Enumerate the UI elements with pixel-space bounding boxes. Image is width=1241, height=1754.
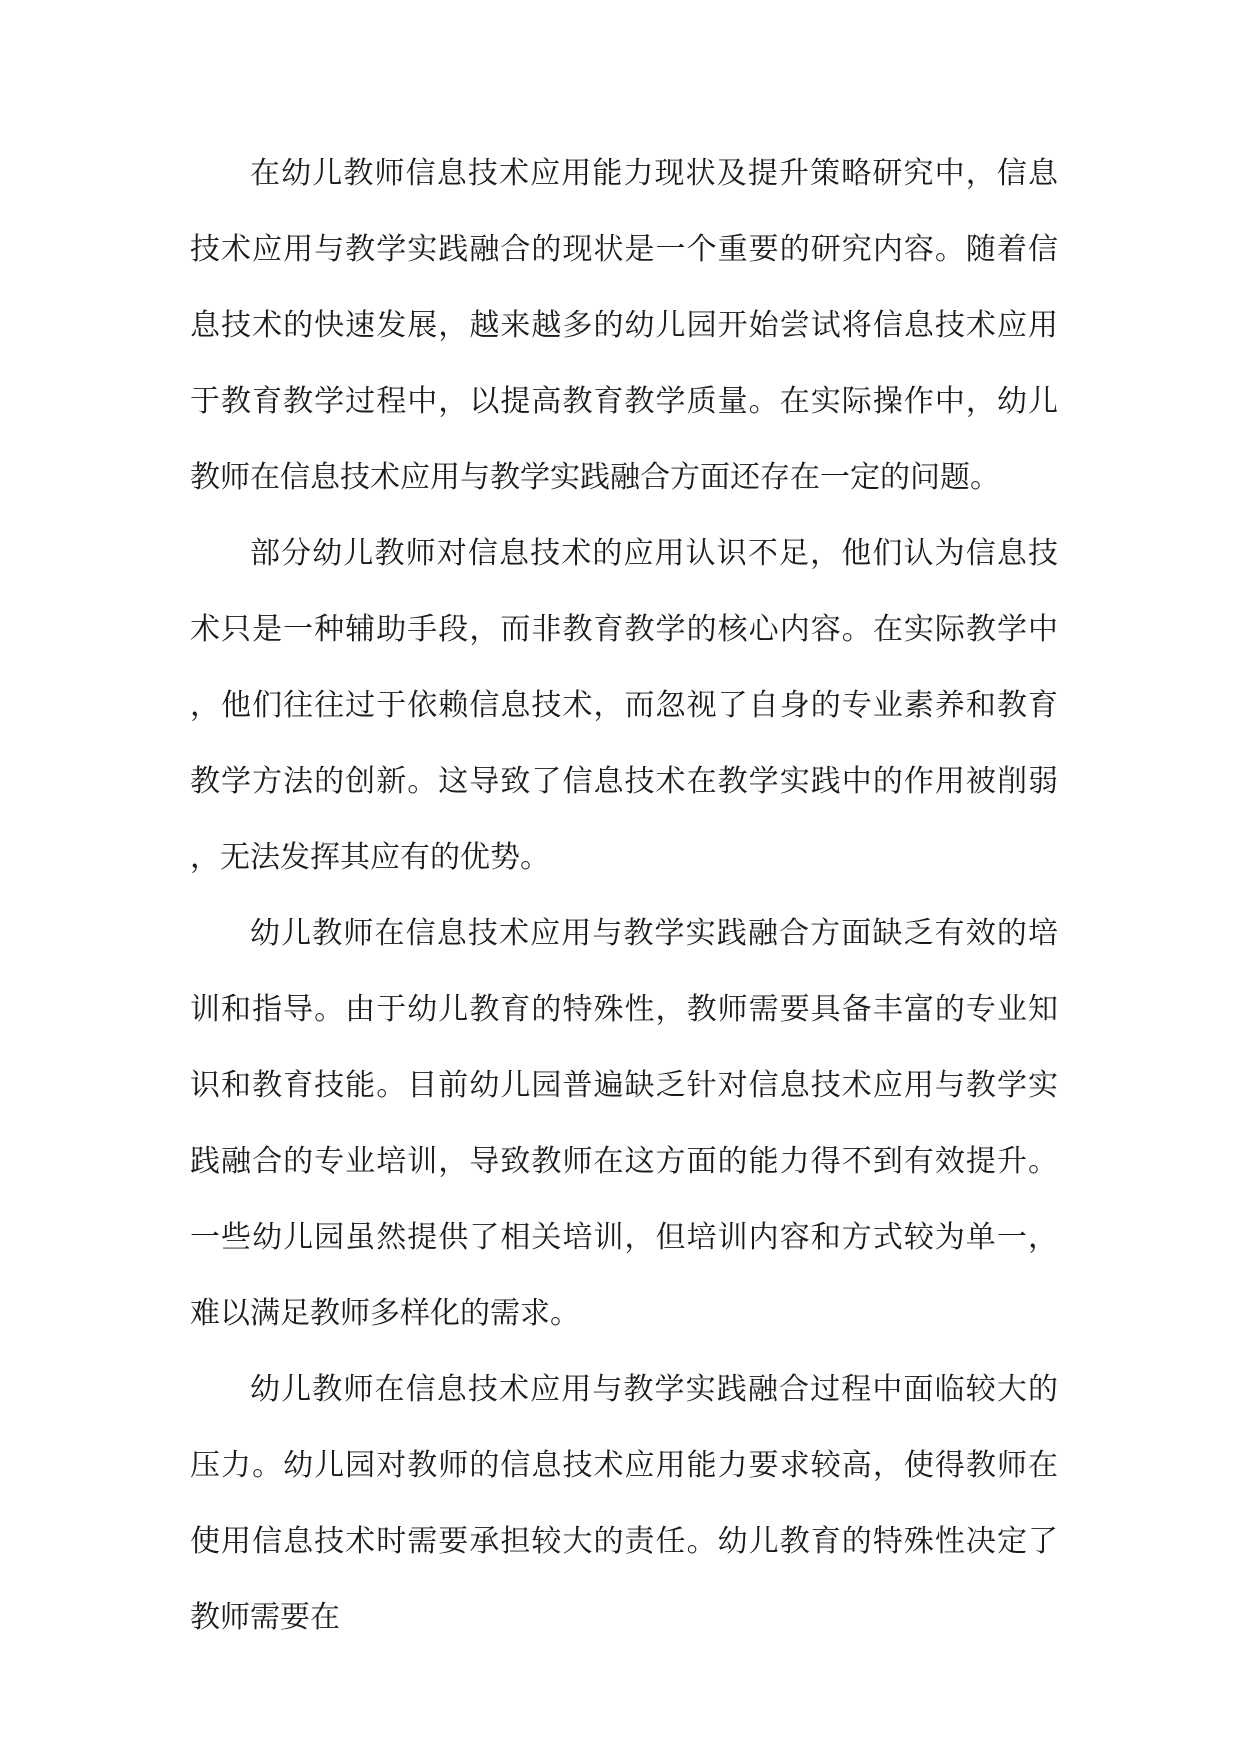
paragraph-1: 在幼儿教师信息技术应用能力现状及提升策略研究中，信息技术应用与教学实践融合的现状是一个重要的研究内容。随着信息技术的快速发展，越来越多的幼儿园开始尝试将信息技术应用于教育教学过程中，以提高教育教学质量。在实际操作中，幼儿教师在信息技术应用与教学实践融合方面还存在一定的问题。 (190, 156, 1058, 495)
paragraph-2: 部分幼儿教师对信息技术的应用认识不足，他们认为信息技术只是一种辅助手段，而非教育教学的核心内容。在实际教学中，他们往往过于依赖信息技术，而忽视了自身的专业素养和教育教学方法的创新。这导致了信息技术在教学实践中的作用被削弱，无法发挥其应有的优势。 (190, 536, 1058, 875)
paragraph-4: 幼儿教师在信息技术应用与教学实践融合过程中面临较大的压力。幼儿园对教师的信息技术应用能力要求较高，使得教师在使用信息技术时需要承担较大的责任。幼儿教育的特殊性决定了教师需要在 (190, 1372, 1058, 1635)
paragraph-3: 幼儿教师在信息技术应用与教学实践融合方面缺乏有效的培训和指导。由于幼儿教育的特殊性，教师需要具备丰富的专业知识和教育技能。目前幼儿园普遍缺乏针对信息技术应用与教学实践融合的专业培训，导致教师在这方面的能力得不到有效提升。一些幼儿园虽然提供了相关培训，但培训内容和方式较为单一，难以满足教师多样化的需求。 (190, 916, 1058, 1331)
document-page (190, 136, 1058, 1656)
